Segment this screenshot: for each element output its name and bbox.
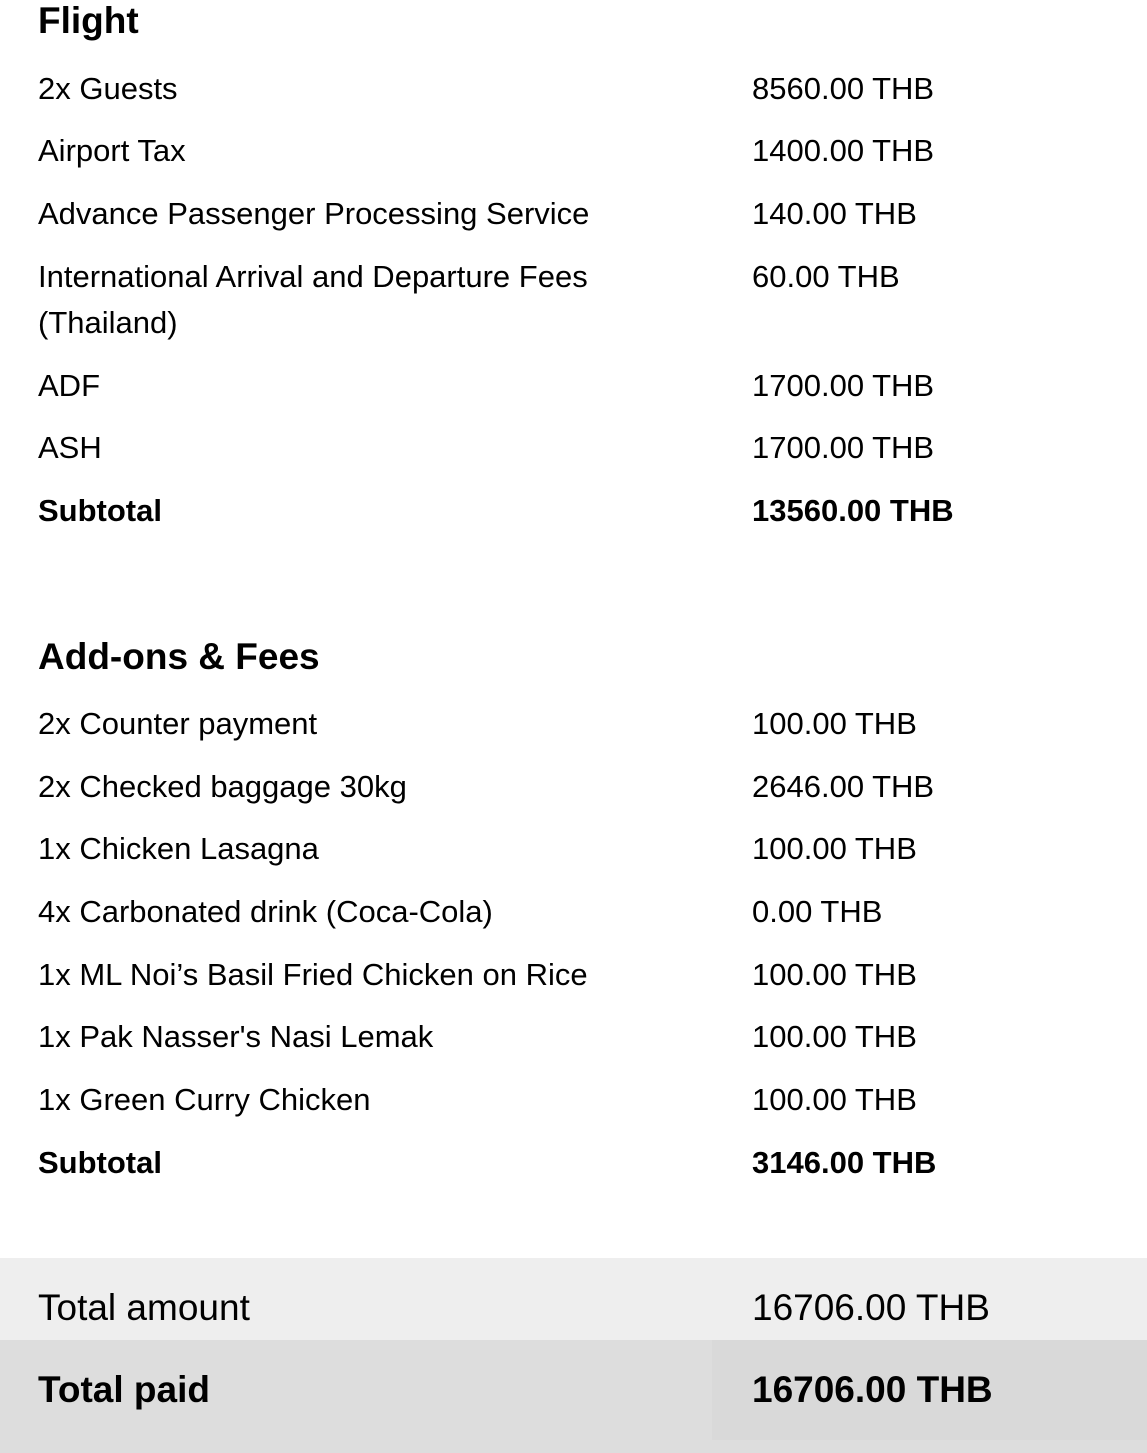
addon-row-value: 2646.00 THB [752, 769, 935, 804]
fare-row-value: 8560.00 THB [752, 71, 935, 106]
addon-row-value: 100.00 THB [752, 831, 917, 866]
addon-row-label: 1x Chicken Lasagna [38, 831, 319, 866]
addon-row-label: 2x Counter payment [38, 706, 318, 741]
total-paid-value: 16706.00 THB [752, 1369, 993, 1410]
addon-row-label: 1x Pak Nasser's Nasi Lemak [38, 1019, 434, 1054]
fare-row-label: International Arrival and Departure Fees (Thailand) [38, 259, 588, 340]
fare-row-label: 2x Guests [38, 71, 178, 106]
total-amount-label: Total amount [38, 1287, 250, 1328]
addon-row-value: 0.00 THB [752, 894, 883, 929]
fare-row-value: 1700.00 THB [752, 430, 935, 465]
subtotal-value: 3146.00 THB [752, 1145, 937, 1180]
addon-row-value: 100.00 THB [752, 706, 917, 741]
fare-row-value: 140.00 THB [752, 196, 917, 231]
fare-row-value: 1400.00 THB [752, 133, 935, 168]
addon-row-label: 2x Checked baggage 30kg [38, 769, 407, 804]
addon-row-value: 100.00 THB [752, 1019, 917, 1054]
flight-section-title: Flight [38, 0, 139, 41]
subtotal-label: Subtotal [38, 1145, 162, 1180]
addon-row-value: 100.00 THB [752, 957, 917, 992]
total-amount-row [0, 1258, 1147, 1340]
fare-row-value: 1700.00 THB [752, 368, 935, 403]
fare-row-label: ASH [38, 430, 102, 465]
addon-row-value: 100.00 THB [752, 1082, 917, 1117]
fare-row-label: Airport Tax [38, 133, 186, 168]
addon-row-label: 1x Green Curry Chicken [38, 1082, 371, 1117]
total-paid-label: Total paid [38, 1369, 210, 1410]
addon-row-label: 1x ML Noi’s Basil Fried Chicken on Rice [38, 957, 588, 992]
addons-section-title: Add-ons & Fees [38, 636, 320, 677]
addon-row-label: 4x Carbonated drink (Coca-Cola) [38, 894, 493, 929]
subtotal-label: Subtotal [38, 493, 162, 528]
total-paid-row [0, 1340, 1147, 1453]
fare-row-label: Advance Passenger Processing Service [38, 196, 590, 231]
fare-row-label: ADF [38, 368, 100, 403]
fare-row-value: 60.00 THB [752, 259, 900, 294]
subtotal-value: 13560.00 THB [752, 493, 954, 528]
total-amount-value: 16706.00 THB [752, 1287, 990, 1328]
